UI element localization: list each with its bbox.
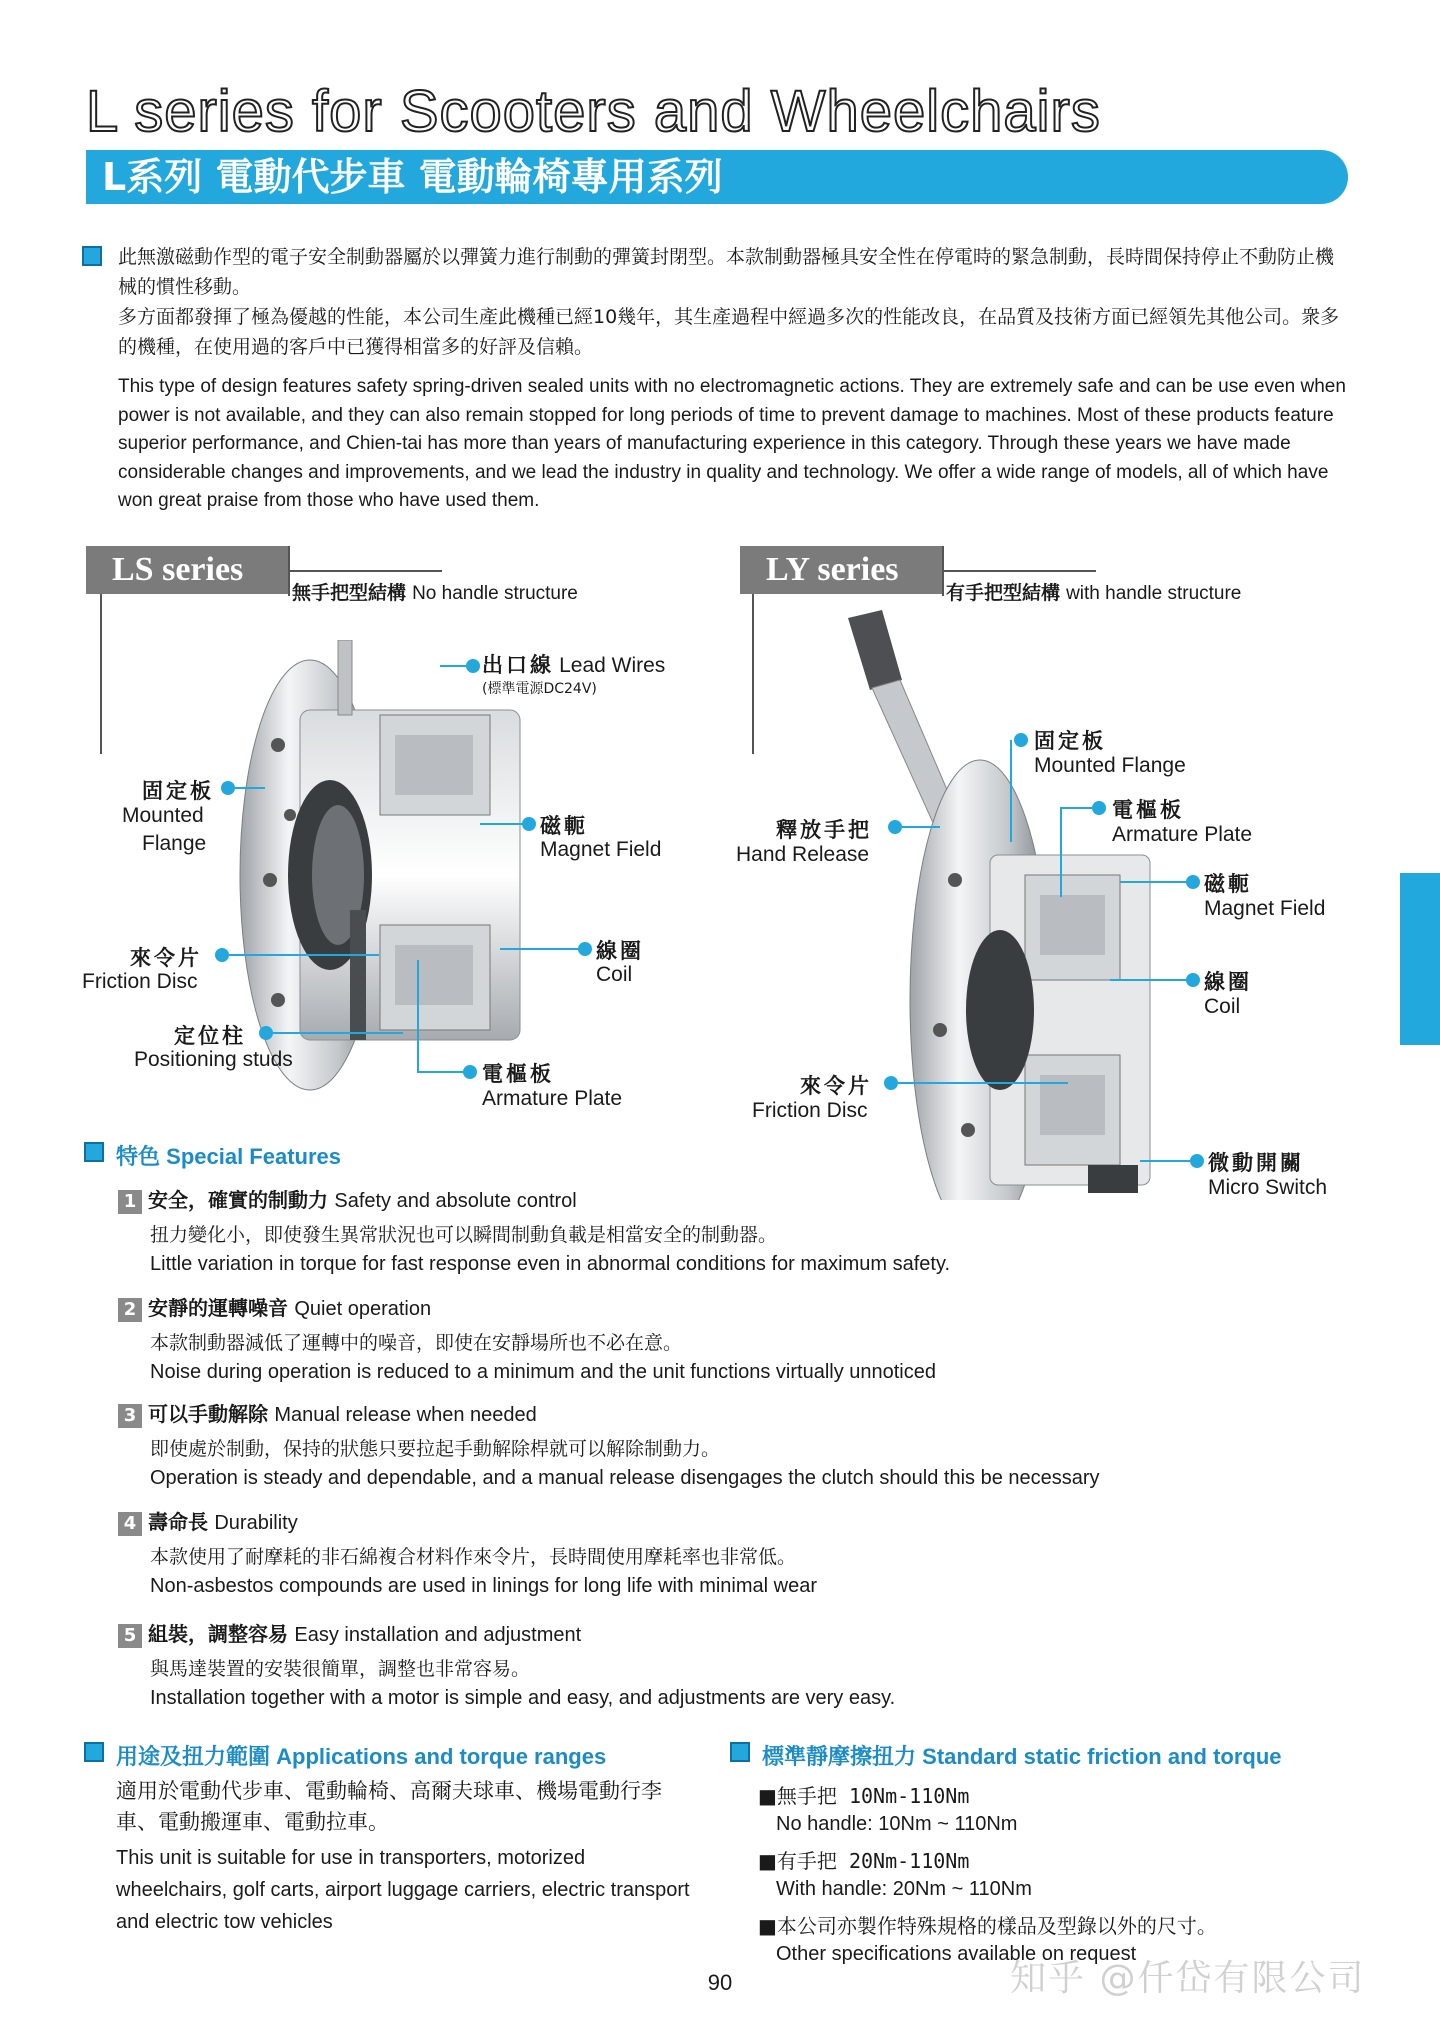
- feature-title-en: Quiet operation: [294, 1298, 432, 1320]
- ls-flange-en-2: Flange: [142, 832, 207, 855]
- feature-desc-zh: 本款使用了耐摩耗的非石綿複合材料作來令片，長時間使用摩耗率也非常低。: [150, 1545, 797, 1568]
- features-heading-zh: 特色: [116, 1145, 161, 1170]
- ls-flange-en-1: Mounted: [122, 804, 204, 827]
- ly-flange-dot: [1014, 733, 1028, 747]
- ly-left-rule: [752, 594, 754, 754]
- intro-zh-paragraph-1: 此無激磁動作型的電子安全制動器屬於以彈簧力進行制動的彈簧封閉型。本款制動器極具安全性在停電時的緊急制動，長時間保持停止不動防止機械的慣性移動。: [118, 246, 1335, 298]
- ls-armature-zh: 電樞板: [482, 1062, 554, 1086]
- ly-magnet-en: Magnet Field: [1204, 897, 1326, 920]
- ls-studs-en: Positioning studs: [134, 1048, 293, 1071]
- ls-flange-dot: [221, 781, 235, 795]
- feature-desc-en: Operation is steady and dependable, and a manual release disengages the clutch should this be necessary: [150, 1466, 1100, 1489]
- ls-brake-illustration: [230, 640, 590, 1110]
- feature-title-zh: 壽命長: [148, 1510, 208, 1534]
- feature-number: 5: [118, 1624, 142, 1648]
- torque-heading-zh: 標準靜摩擦扭力: [762, 1745, 917, 1770]
- page-title: L series for Scooters and Wheelchairs: [86, 79, 1101, 144]
- feature-item: [118, 1184, 950, 1276]
- ly-switch-en: Micro Switch: [1208, 1176, 1328, 1199]
- feature-item: [118, 1618, 895, 1710]
- ly-friction-dot: [884, 1076, 898, 1090]
- torque-label-zh: ■無手把: [758, 1784, 837, 1808]
- feature-desc-en: Noise during operation is reduced to a minimum and the unit functions virtually unnoticed: [150, 1360, 936, 1383]
- ly-hand-dot: [888, 820, 902, 834]
- ls-flange-zh: 固定板: [142, 779, 214, 803]
- features-heading: [116, 1140, 341, 1171]
- feature-title-zh: 安全，確實的制動力: [148, 1188, 328, 1212]
- ls-friction-dot: [215, 948, 229, 962]
- features-bullet-icon: [84, 1142, 104, 1166]
- feature-title-zh: 安靜的運轉噪音: [148, 1296, 288, 1320]
- feature-desc-zh: 與馬達裝置的安裝很簡單，調整也非常容易。: [150, 1657, 531, 1680]
- torque-label-en: Other specifications available on request: [776, 1943, 1137, 1965]
- features-heading-en: Special Features: [166, 1144, 342, 1169]
- ly-armature-zh: 電樞板: [1112, 798, 1184, 822]
- ly-series-tab: LY series: [740, 546, 944, 594]
- ls-armature-en: Armature Plate: [482, 1087, 623, 1110]
- torque-label-zh: ■本公司亦製作特殊規格的樣品及型錄以外的尺寸。: [758, 1914, 1217, 1938]
- feature-number: 3: [118, 1404, 142, 1428]
- ly-subtitle-zh: 有手把型結構: [946, 582, 1061, 604]
- ly-hand-zh: 釋放手把: [776, 818, 872, 842]
- feature-title-en: Safety and absolute control: [334, 1190, 577, 1212]
- ly-armature-vline: [1060, 807, 1062, 897]
- ls-magnet-zh: 磁軛: [540, 814, 588, 838]
- torque-heading-en: Standard static friction and torque: [922, 1744, 1282, 1769]
- ls-friction-line: [229, 954, 379, 956]
- feature-number: 2: [118, 1298, 142, 1322]
- ls-series-tab: LS series: [86, 546, 290, 594]
- ls-header-line: [290, 570, 442, 572]
- watermark: 知乎 @仟岱有限公司: [1010, 1958, 1366, 1999]
- torque-label-en: No handle: 10Nm ~ 110Nm: [776, 1813, 1018, 1835]
- ls-left-rule: [100, 594, 102, 754]
- ly-switch-zh: 微動開關: [1208, 1151, 1304, 1175]
- feature-title-zh: 組裝，調整容易: [148, 1622, 288, 1646]
- ls-armature-dot: [463, 1065, 477, 1079]
- ls-magnet-line: [480, 823, 524, 825]
- ly-friction-line: [898, 1082, 1068, 1084]
- feature-number: 4: [118, 1512, 142, 1536]
- feature-title-en: Easy installation and adjustment: [294, 1624, 582, 1646]
- ly-armature-line: [1060, 807, 1094, 809]
- ls-coil-dot: [578, 942, 592, 956]
- torque-label-en: With handle: 20Nm ~ 110Nm: [776, 1878, 1032, 1900]
- ly-friction-zh: 來令片: [800, 1074, 872, 1098]
- torque-value: 20Nm-110Nm: [836, 1849, 970, 1873]
- ly-header-line: [944, 570, 1096, 572]
- torque-item: [758, 1845, 1032, 1901]
- ls-lead-wires-zh: 出口線: [482, 653, 554, 677]
- ly-coil-line: [1110, 979, 1188, 981]
- ls-magnet-dot: [522, 817, 536, 831]
- ly-subtitle: [946, 578, 1241, 605]
- ly-coil-dot: [1186, 973, 1200, 987]
- ly-armature-dot: [1092, 801, 1106, 815]
- applications-heading-en: Applications and torque ranges: [276, 1744, 607, 1769]
- feature-desc-en: Non-asbestos compounds are used in linings for long life with minimal wear: [150, 1574, 817, 1597]
- ly-switch-dot: [1190, 1154, 1204, 1168]
- feature-desc-en: Little variation in torque for fast response even in abnormal conditions for maximum safety.: [150, 1252, 951, 1275]
- ls-studs-dot: [259, 1026, 273, 1040]
- feature-item: [118, 1398, 1100, 1490]
- torque-label-zh: ■有手把: [758, 1849, 837, 1873]
- intro-chinese: [118, 242, 1350, 362]
- ls-friction-zh: 來令片: [130, 946, 202, 970]
- applications-zh: 適用於電動代步車、電動輪椅、高爾夫球車、機場電動行李車、電動搬運車、電動拉車。: [116, 1779, 662, 1834]
- ly-armature-en: Armature Plate: [1112, 823, 1253, 846]
- ly-flange-en: Mounted Flange: [1034, 754, 1186, 777]
- feature-title-en: Durability: [214, 1512, 298, 1534]
- ls-studs-zh: 定位柱: [174, 1024, 246, 1048]
- ls-subtitle-en: No handle structure: [412, 583, 578, 604]
- feature-item: [118, 1292, 936, 1384]
- applications-heading: [116, 1740, 606, 1771]
- series-banner: L系列 電動代步車 電動輪椅專用系列: [86, 150, 1348, 204]
- ly-switch-line: [1140, 1160, 1192, 1162]
- torque-bullet-icon: [730, 1742, 750, 1766]
- ls-subtitle: [292, 578, 578, 605]
- feature-number: 1: [118, 1190, 142, 1214]
- feature-desc-zh: 即使處於制動，保持的狀態只要拉起手動解除桿就可以解除制動力。: [150, 1437, 721, 1460]
- applications-en: This unit is suitable for use in transporters, motorized wheelchairs, golf carts, airport luggage carriers, electric transport and electric tow vehicles: [116, 1847, 690, 1933]
- ls-flange-line: [235, 787, 265, 789]
- ly-flange-zh: 固定板: [1034, 729, 1106, 753]
- ls-lead-wires-line: [440, 665, 468, 667]
- ls-friction-en: Friction Disc: [82, 970, 198, 993]
- ls-coil-line: [500, 948, 580, 950]
- ly-magnet-zh: 磁軛: [1204, 872, 1252, 896]
- torque-item: [758, 1780, 1017, 1836]
- feature-desc-zh: 本款制動器減低了運轉中的噪音，即使在安靜場所也不必在意。: [150, 1331, 683, 1354]
- ly-brake-illustration: [840, 610, 1200, 1200]
- applications-bullet-icon: [84, 1742, 104, 1766]
- ls-magnet-en: Magnet Field: [540, 838, 662, 861]
- intro-zh-paragraph-2: 多方面都發揮了極為優越的性能，本公司生產此機種已經10幾年，其生產過程中經過多次的性能改良，在品質及技術方面已經領先其他公司。衆多的機種，在使用過的客戶中已獲得相當多的好評及信賴。: [118, 306, 1340, 358]
- ls-lead-wires-note: (標準電源DC24V): [482, 681, 597, 697]
- ls-armature-vline: [417, 960, 419, 1072]
- ls-coil-zh: 線圈: [596, 939, 644, 963]
- feature-title-zh: 可以手動解除: [148, 1402, 268, 1426]
- feature-desc-en: Installation together with a motor is simple and easy, and adjustments are very easy.: [150, 1686, 896, 1709]
- torque-value: 10Nm-110Nm: [836, 1784, 970, 1808]
- ls-flange-label: [134, 775, 214, 805]
- applications-heading-zh: 用途及扭力範圍: [116, 1745, 271, 1770]
- intro-bullet-icon: [82, 246, 102, 270]
- ly-hand-en: Hand Release: [736, 843, 870, 866]
- side-tab-marker: [1400, 873, 1440, 1045]
- ls-lead-wires-dot: [466, 659, 480, 673]
- ls-lead-wires-en: Lead Wires: [559, 654, 666, 677]
- ls-studs-line: [273, 1032, 403, 1034]
- feature-item: [118, 1506, 817, 1598]
- ls-lead-wires-label: [482, 649, 665, 679]
- ls-coil-en: Coil: [596, 963, 633, 986]
- feature-title-en: Manual release when needed: [274, 1404, 537, 1426]
- ls-header-divider: [288, 546, 290, 596]
- torque-heading: [762, 1740, 1282, 1771]
- intro-english: This type of design features safety spring-driven sealed units with no electromagnetic actions. They are extremely safe and can be use even when power is not available, and they can also remain stopped for long periods of time to prevent damage to machines. Most of these products feature superior performance, and Chien-tai has more than years of manufacturing experience in this category. Through these years we have made considerable changes and improvements, and we lead the industry in quality and technology. We offer a wide range of models, all of which have won great praise from those who have used them.: [118, 376, 1346, 512]
- feature-desc-zh: 扭力變化小，即使發生異常狀況也可以瞬間制動負載是相當安全的制動器。: [150, 1223, 778, 1246]
- ls-subtitle-zh: 無手把型結構: [292, 582, 407, 604]
- page-number: 90: [707, 1970, 733, 1995]
- ly-coil-en: Coil: [1204, 995, 1241, 1018]
- ly-coil-zh: 線圈: [1204, 970, 1252, 994]
- ly-hand-line: [902, 826, 940, 828]
- ly-header-divider: [942, 546, 944, 596]
- ly-subtitle-en: with handle structure: [1066, 583, 1242, 604]
- ly-magnet-line: [1120, 881, 1188, 883]
- ly-friction-en: Friction Disc: [752, 1099, 868, 1122]
- ly-magnet-dot: [1186, 875, 1200, 889]
- ly-flange-vline: [1010, 740, 1012, 842]
- ls-armature-line: [417, 1071, 465, 1073]
